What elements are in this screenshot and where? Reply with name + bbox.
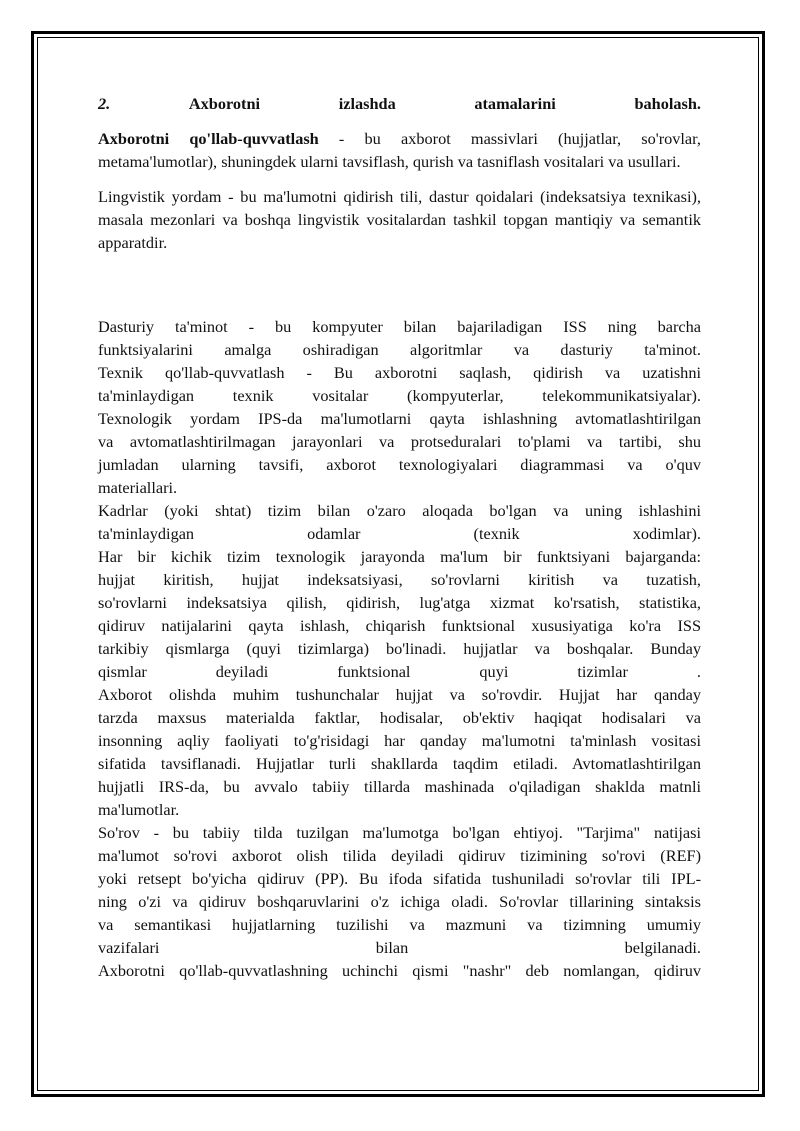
text-line: hujjatli IRS-da, bu avvalo tabiiy tillarda mashinada o'qiladigan shaklda matnli (98, 777, 701, 796)
heading-word: Axborotni (188, 94, 261, 113)
heading-word: baholash. (634, 94, 701, 113)
text-line: ma'lumotlar. (98, 800, 180, 819)
text-line: insonning aqliy faoliyati to'g'risidagi har qanday ma'lumotni ta'minlash vositasi (98, 731, 701, 750)
text-line: Texnik qo'llab-quvvatlash - Bu axborotni saqlash, qidirish va uzatishni (98, 363, 701, 382)
text-line: qismlar deyiladi funktsional quyi tizimlar . (98, 662, 701, 681)
intro-term: Axborotni qo'llab-quvvatlash (98, 129, 319, 148)
text-line: sifatida tavsiflanadi. Hujjatlar turli shakllarda taqdim etiladi. Avtomatlashtirilgan (98, 754, 701, 773)
text-line: Dasturiy ta'minot - bu kompyuter bilan bajariladigan ISS ning barcha (98, 317, 701, 336)
text-line: Har bir kichik tizim texnologik jarayonda ma'lum bir funktsiyani bajarganda: (98, 547, 701, 566)
text-line: Texnologik yordam IPS-da ma'lumotlarni qayta ishlashning avtomatlashtirilgan (98, 409, 701, 428)
text-line: ta'minlaydigan texnik vositalar (kompyuterlar, telekommunikatsiyalar). (98, 386, 701, 405)
text-line: materiallari. (98, 478, 178, 497)
text-line: ta'minlaydigan odamlar (texnik xodimlar). (98, 524, 701, 543)
text-line: va avtomatlashtirilmagan jarayonlari va protseduralari to'plami va tartibi, shu (98, 432, 701, 451)
intro-paragraph (98, 127, 701, 173)
text-line: Kadrlar (yoki shtat) tizim bilan o'zaro aloqada bo'lgan va uning ishlashini (98, 501, 701, 520)
blank-space (98, 266, 701, 315)
text-line: yoki retsept bo'yicha qidiruv (PP). Bu ifoda sifatida tushuniladi so'rovlar tili IPL- (98, 869, 701, 888)
text-line: va semantikasi hujjatlarning tuzilishi va mazmuni va tizimning umumiy (98, 915, 701, 934)
section-heading (98, 92, 701, 115)
linguistic-paragraph: Lingvistik yordam - bu ma'lumotni qidirish tili, dastur qoidalari (indeksatsiya texnikasi), masala mezonlari va boshqa lingvistik vositalardan tashkil topgan mantiqiy va semantik apparatdir. (98, 187, 701, 252)
text-line: Axborot olishda muhim tushunchalar hujjat va so'rovdir. Hujjat har qanday (98, 685, 701, 704)
text-line: Axborotni qo'llab-quvvatlashning uchinchi qismi "nashr" deb nomlangan, qidiruv (98, 961, 701, 980)
document-body (98, 92, 701, 982)
heading-word: atamalarini (474, 94, 556, 113)
text-line: ma'lumot so'rovi axborot olish tilida deyiladi qidiruv tizimining so'rovi (REF) (98, 846, 701, 865)
text-line: tarkibiy qismlarga (quyi tizimlarga) bo'linadi. hujjatlar va boshqalar. Bunday (98, 639, 701, 658)
text-line: vazifalari bilan belgilanadi. (98, 938, 701, 957)
intro-text: - bu axborot massivlari (hujjatlar, so'rovlar, metama'lumotlar), shuningdek ularni tavsiflash, qurish va tasniflash vositalari va usullari. (98, 129, 701, 171)
body-text (98, 315, 701, 982)
text-line: hujjat kiritish, hujjat indeksatsiyasi, so'rovlarni kiritish va tuzatish, (98, 570, 701, 589)
text-line: So'rov - bu tabiiy tilda tuzilgan ma'lumotga bo'lgan ehtiyoj. "Tarjima" natijasi (98, 823, 701, 842)
text-line: so'rovlarni indeksatsiya qilish, qidirish, lug'atga xizmat ko'rsatish, statistika, (98, 593, 701, 612)
text-line: tarzda maxsus materialda faktlar, hodisalar, ob'ektiv haqiqat hodisalari va (98, 708, 701, 727)
text-line: jumladan ularning tavsifi, axborot texnologiyalari diagrammasi va o'quv (98, 455, 701, 474)
heading-word: izlashda (338, 94, 396, 113)
text-line: qidiruv natijalarini qayta ishlash, chiqarish funktsional xususiyatiga ko'ra ISS (98, 616, 701, 635)
text-line: funktsiyalarini amalga oshiradigan algoritmlar va dasturiy ta'minot. (98, 340, 701, 359)
text-line: ning o'zi va qidiruv boshqaruvlarini o'z ichiga oladi. So'rovlar tillarining sintaksis (98, 892, 701, 911)
section-number: 2. (98, 94, 111, 113)
